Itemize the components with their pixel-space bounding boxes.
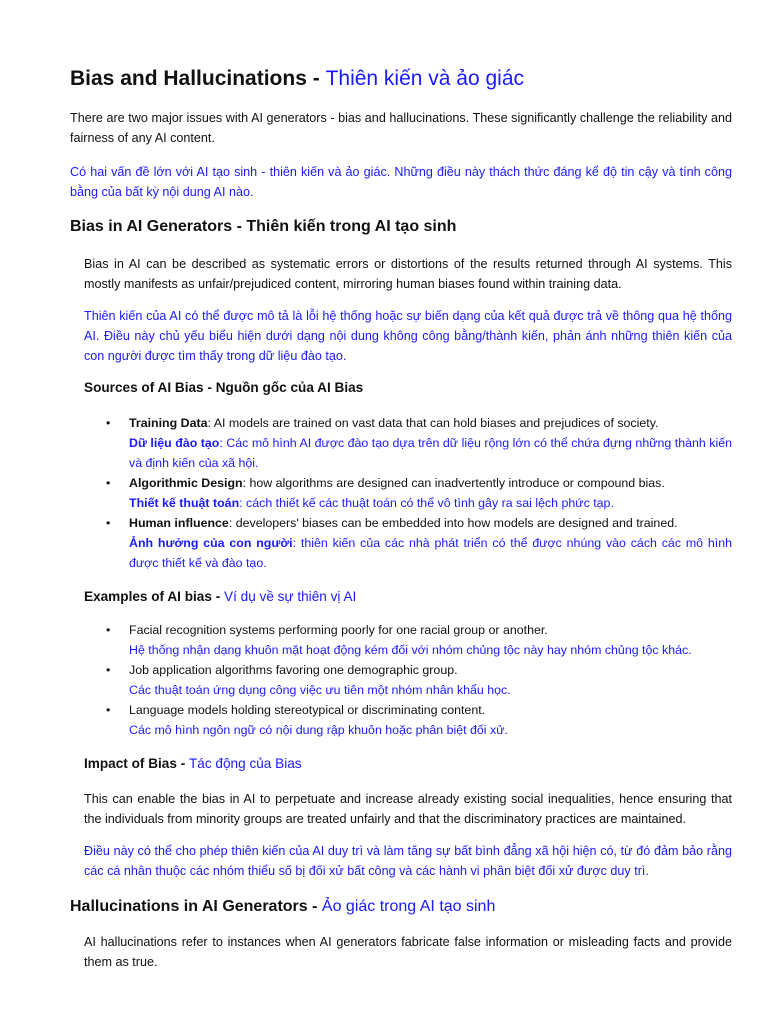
list-item <box>129 473 732 513</box>
source-en <box>129 473 732 493</box>
intro-vi: Có hai vấn đề lớn với AI tạo sinh - thiên kiến và ảo giác. Những điều này thách thức đáng kể độ tin cậy và tính công bằng của bất kỳ nội dung AI nào. <box>70 165 732 199</box>
bias-heading <box>70 216 456 238</box>
examples-heading <box>84 587 356 607</box>
list-item <box>129 413 732 473</box>
page-title <box>70 64 524 94</box>
source-vi <box>129 493 732 513</box>
list-item <box>129 513 732 573</box>
title-en: Bias and Hallucinations - <box>70 67 326 90</box>
list-item <box>129 700 732 740</box>
source-term-vi: Ảnh hưởng của con người <box>129 536 293 550</box>
bullet-icon: • <box>106 623 111 637</box>
source-text-vi: : cách thiết kế các thuật toán có thể vô tình gây ra sai lệch phức tạp. <box>239 496 614 510</box>
sources-heading-en: Sources of AI Bias - <box>84 380 216 395</box>
bullet-icon: • <box>106 663 111 677</box>
example-vi: Các thuật toán ứng dụng công việc ưu tiên một nhóm nhân khẩu học. <box>129 683 511 697</box>
hallucination-heading-vi: Ảo giác trong AI tạo sinh <box>321 898 496 915</box>
sources-heading-vi: Nguồn gốc của AI Bias <box>215 380 364 395</box>
source-text-en: : AI models are trained on vast data that can hold biases and prejudices of society. <box>207 416 659 430</box>
hallucination-heading-en: Hallucinations in AI Generators - <box>70 898 322 915</box>
bias-heading-en: Bias in AI Generators - <box>70 218 247 235</box>
source-term-vi: Dữ liệu đào tạo <box>129 436 220 450</box>
bullet-icon: • <box>106 476 111 490</box>
source-text-en: : how algorithms are designed can inadvertently introduce or compound bias. <box>242 476 665 490</box>
list-item <box>129 660 732 700</box>
source-term-en: Training Data <box>129 416 208 430</box>
source-text-en: : developers' biases can be embedded into how models are designed and trained. <box>228 516 678 530</box>
title-vi: Thiên kiến và ảo giác <box>325 67 525 90</box>
example-en: Language models holding stereotypical or discriminating content. <box>129 703 486 717</box>
source-vi <box>129 433 732 473</box>
bullet-icon: • <box>106 703 111 717</box>
bullet-icon: • <box>106 416 111 430</box>
impact-body-en: This can enable the bias in AI to perpetuate and increase already existing social inequalities, hence ensuring that the individuals from minority groups are treated unfairly and that the discriminatory practices are maintained. <box>84 792 732 826</box>
source-en <box>129 513 732 533</box>
example-vi: Các mô hình ngôn ngữ có nội dung rập khuôn hoặc phân biệt đối xử. <box>129 723 508 737</box>
source-term-en: Algorithmic Design <box>129 476 243 490</box>
impact-body-vi: Điều này có thể cho phép thiên kiến của AI duy trì và làm tăng sự bất bình đẳng xã hội hiện có, từ đó đảm bảo rằng các cá nhân thuộc các nhóm thiểu số bị đối xử bất công và các hành vi phân biệt đối xử được duy trì. <box>84 844 732 878</box>
hallucination-body-en: AI hallucinations refer to instances when AI generators fabricate false information or misleading facts and provide them as true. <box>84 935 732 969</box>
source-en <box>129 413 732 433</box>
example-en: Job application algorithms favoring one demographic group. <box>129 663 458 677</box>
bias-body-vi: Thiên kiến của AI có thể được mô tả là lỗi hệ thống hoặc sự biến dạng của kết quả được trả về thông qua hệ thống AI. Điều này chủ yếu biểu hiện dưới dạng nội dung không công bằng/thành kiến, phản ánh những thiên kiến của con người được tìm thấy trong dữ liệu đào tạo. <box>84 309 732 363</box>
example-en: Facial recognition systems performing poorly for one racial group or another. <box>129 623 548 637</box>
bias-body-en: Bias in AI can be described as systematic errors or distortions of the results returned through AI systems. This mostly manifests as unfair/prejudiced content, mirroring human biases found within training data. <box>84 257 732 291</box>
hallucination-heading <box>70 896 495 918</box>
list-item <box>129 620 732 660</box>
sources-heading <box>84 378 363 398</box>
intro-en: There are two major issues with AI generators - bias and hallucinations. These significantly challenge the reliability and fairness of any AI content. <box>70 111 732 145</box>
source-vi <box>129 533 732 573</box>
source-term-en: Human influence <box>129 516 229 530</box>
examples-heading-en: Examples of AI bias - <box>84 589 225 604</box>
bullet-icon: • <box>106 516 111 530</box>
source-text-vi: : Các mô hình AI được đào tạo dựa trên dữ liệu rộng lớn có thể chứa đựng những thành kiến và định kiến của xã hội. <box>129 436 732 470</box>
impact-heading-vi: Tác động của Bias <box>189 756 302 771</box>
impact-heading-en: Impact of Bias - <box>84 756 189 771</box>
examples-heading-vi: Ví dụ về sự thiên vị AI <box>224 589 357 604</box>
impact-heading <box>84 754 302 774</box>
source-term-vi: Thiết kế thuật toán <box>129 496 240 510</box>
bias-heading-vi: Thiên kiến trong AI tạo sinh <box>246 218 457 235</box>
source-text-vi: : thiên kiến của các nhà phát triển có thể được nhúng vào cách các mô hình được thiết kế và đào tạo. <box>129 536 732 570</box>
example-vi: Hệ thống nhận dạng khuôn mặt hoạt động kém đối với nhóm chủng tộc này hay nhóm chủng tộc khác. <box>129 643 692 657</box>
